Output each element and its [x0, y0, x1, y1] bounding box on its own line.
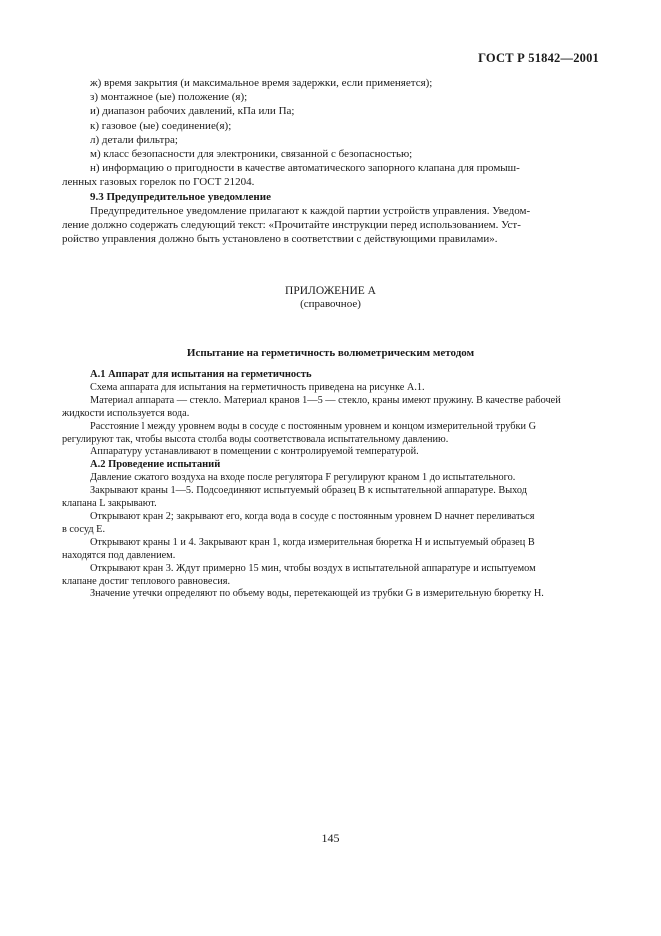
annex-body: [62, 369, 599, 601]
annex-subtitle: (справочное): [300, 298, 361, 310]
paragraph-line: Закрывают краны 1—5. Подсоединяют испытуемый образец B к испытательной аппаратуре. Выход: [90, 485, 528, 497]
paragraph-line: в сосуд E.: [62, 523, 106, 535]
list-item: л) детали фильтра;: [90, 133, 178, 146]
section-a2-title: А.2 Проведение испытаний: [90, 459, 221, 471]
list-item: н) информацию о пригодности в качестве автоматического запорного клапана для промыш-: [90, 162, 520, 175]
paragraph-line: ройство управления должно быть установлено в соответствии с действующими правилами».: [62, 233, 498, 246]
paragraph-line: Схема аппарата для испытания на герметичность приведена на рисунке А.1.: [90, 381, 425, 393]
annex-heading: Испытание на герметичность волюметрическим методом: [186, 347, 475, 359]
paragraph-line: клапана L закрывают.: [62, 498, 157, 510]
paragraph-line: Давление сжатого воздуха на входе после регулятора F регулируют краном 1 до испытательного.: [90, 472, 516, 484]
list-item-continuation: ленных газовых горелок по ГОСТ 21204.: [62, 176, 255, 189]
paragraph-line: Предупредительное уведомление прилагают к каждой партии устройств управления. Уведом-: [90, 204, 531, 217]
list-item: к) газовое (ые) соединение(я);: [90, 119, 232, 132]
section-9-3-title: 9.3 Предупредительное уведомление: [90, 190, 271, 203]
list-item: и) диапазон рабочих давлений, кПа или Па;: [90, 105, 295, 118]
paragraph-line: Открывают кран 3. Ждут примерно 15 мин, чтобы воздух в испытательной аппаратуре и испытуемом: [90, 562, 536, 574]
paragraph-line: ление должно содержать следующий текст: «Прочитайте инструкции перед использованием. Уст-: [62, 219, 521, 232]
document-code-header: ГОСТ Р 51842—2001: [478, 51, 599, 65]
paragraph-line: Значение утечки определяют по объему воды, перетекающей из трубки G в измерительную бюретку H.: [90, 588, 544, 600]
page-number: 145: [321, 831, 340, 845]
paragraph-line: Расстояние l между уровнем воды в сосуде с постоянным уровнем и концом измерительной трубки G: [90, 420, 537, 432]
paragraph-line: клапане достиг теплового равновесия.: [62, 575, 231, 587]
section-a1-title: А.1 Аппарат для испытания на герметичность: [90, 369, 312, 380]
requirements-list: [62, 76, 599, 246]
paragraph-line: Аппаратуру устанавливают в помещении с контролируемой температурой.: [90, 446, 419, 458]
list-item: м) класс безопасности для электроники, связанной с безопасностью;: [90, 148, 413, 161]
paragraph-line: находятся под давлением.: [62, 549, 176, 561]
list-item: ж) время закрытия (и максимальное время задержки, если применяется);: [90, 77, 433, 89]
paragraph-line: жидкости используется вода.: [62, 407, 190, 419]
annex-title: ПРИЛОЖЕНИЕ А: [285, 285, 376, 297]
paragraph-line: регулируют так, чтобы высота столба воды соответствовала испытательному давлению.: [62, 433, 449, 445]
paragraph-text: Материал аппарата — стекло. Материал кранов 1—5 — стекло, краны имеют пружину. В качестве рабочей: [90, 394, 561, 406]
paragraph-line: [62, 395, 599, 408]
list-item: з) монтажное (ые) положение (я);: [90, 91, 248, 104]
paragraph-line: Открывают кран 2; закрывают его, когда вода в сосуде с постоянным уровнем D начнет переливаться: [90, 510, 535, 522]
paragraph-line: Открывают краны 1 и 4. Закрывают кран 1, когда измерительная бюретка H и испытуемый образец B: [90, 536, 535, 548]
